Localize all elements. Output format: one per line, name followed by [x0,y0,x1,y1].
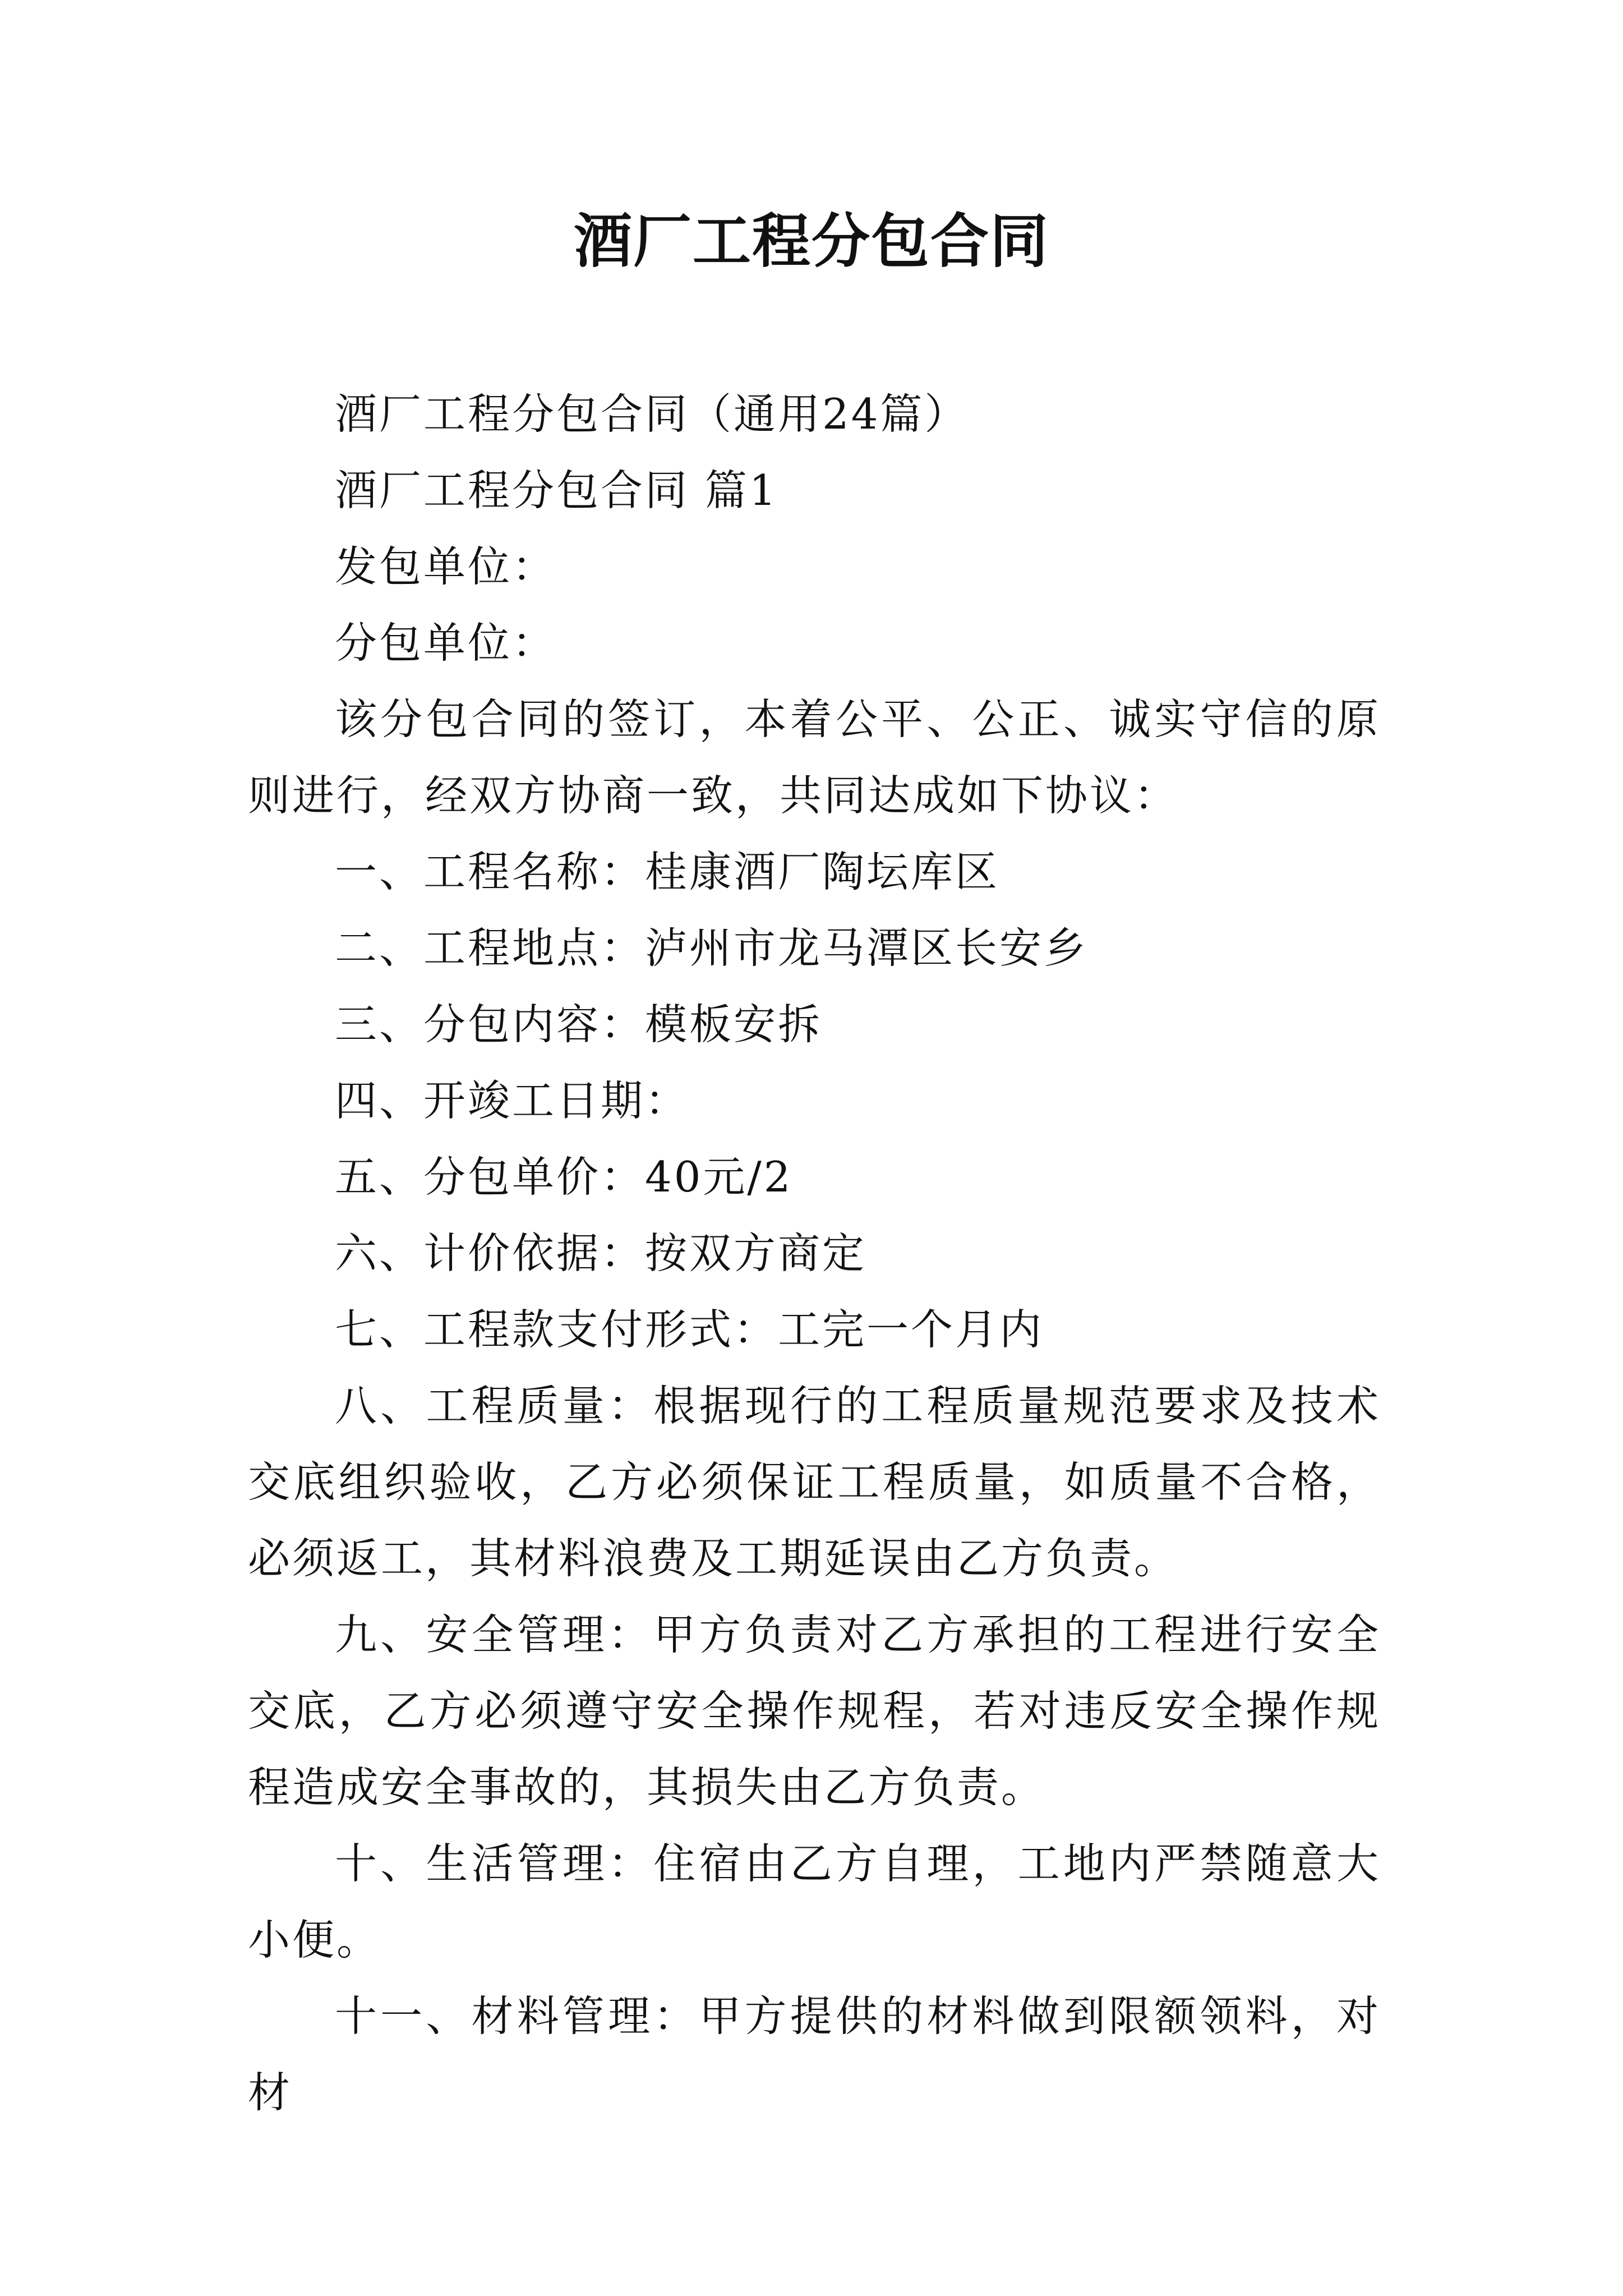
paragraph-clause-8: 八、工程质量：根据现行的工程质量规范要求及技术交底组织验收，乙方必须保证工程质量，如质量不合格，必须返工，其材料浪费及工期延误由乙方负责。 [248,1381,1381,1583]
paragraph-clause-6: 六、计价依据：按双方商定 [335,1228,867,1278]
paragraph-clause-4: 四、开竣工日期： [335,1076,690,1125]
paragraph-clause-2: 二、工程地点：泸州市龙马潭区长安乡 [335,923,1089,973]
paragraph-clause-3: 三、分包内容：模板安拆 [335,1000,823,1049]
document-title: 酒厂工程分包合同 [573,206,1049,275]
paragraph-clause-7: 七、工程款支付形式：工完一个月内 [335,1305,1044,1354]
document-body [248,376,1381,2131]
paragraph-clause-9: 九、安全管理：甲方负责对乙方承担的工程进行安全交底，乙方必须遵守安全操作规程，若对违反安全操作规程造成安全事故的，其损失由乙方负责。 [248,1610,1381,1812]
paragraph-clause-10: 十、生活管理：住宿由乙方自理，工地内严禁随意大小便。 [248,1839,1381,1964]
paragraph-clause-5: 五、分包单价：40元/2 [335,1152,793,1202]
paragraph-clause-1: 一、工程名称：桂康酒厂陶坛库区 [335,847,1000,896]
paragraph-preamble: 该分包合同的签订，本着公平、公正、诚实守信的原则进行，经双方协商一致，共同达成如下协议： [248,694,1381,820]
paragraph-clause-11: 十一、材料管理：甲方提供的材料做到限额领料，对材 [248,1991,1381,2117]
paragraph-subcontractor: 分包单位： [335,618,557,668]
paragraph-contractor: 发包单位： [335,542,557,591]
paragraph-subtitle: 酒厂工程分包合同（通用24篇） [335,389,969,439]
paragraph-section-heading: 酒厂工程分包合同 篇1 [335,466,778,515]
